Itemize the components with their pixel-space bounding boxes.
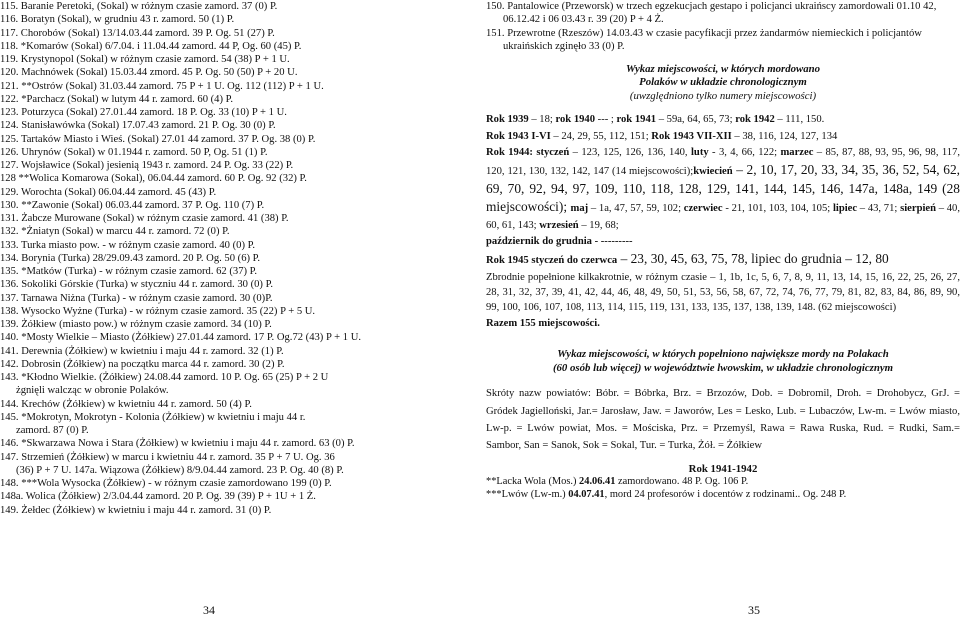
entry-line: 123. Poturzyca (Sokal) 27.01.44 zamord. 18 P. Og. 33 (10) P + 1 U. <box>0 107 287 118</box>
massacre-line: **Lacka Wola (Mos.) 24.06.41 zamordowano. 48 P. Og. 106 P. <box>486 475 749 487</box>
year-1943: Rok 1943 I-VI – 24, 29, 55, 112, 151; Rok 1943 VII-XII – 38, 116, 124, 127, 134 <box>486 130 838 142</box>
entry-line: 116. Boratyn (Sokal), w grudniu 43 r. zamord. 50 (1) P. <box>0 14 235 26</box>
entry-line: 147. Strzemień (Żółkiew) w marcu i kwietniu 44 r. zamord. 35 P + 7 U. Og. 36 <box>0 451 335 463</box>
entry-line: 139. Żółkiew (miasto pow.) w różnym czasie zamord. 34 (10) P. <box>0 319 272 330</box>
entry-line: 125. Tartaków Miasto i Wieś. (Sokal) 27.01 44 zamord. 37 P. Og. 38 (0) P. <box>0 133 316 145</box>
entry-line: 121. **Ostrów (Sokal) 31.03.44 zamord. 75 P + 1 U. Og. 112 (112) P + 1 U. <box>0 80 324 92</box>
total-count: Razem 155 miejscowości. <box>486 317 600 329</box>
entry-line: 145. *Mokrotyn, Mokrotyn - Kolonia (Żółkiew) w kwietniu i maju 44 r. <box>0 411 306 423</box>
chronological-list <box>486 112 960 332</box>
entry-line: 144. Krechów (Żółkiew) w kwietniu 44 r. zamord. 50 (4) P. <box>0 398 252 410</box>
entry-line: 146. *Skwarzawa Nowa i Stara (Żółkiew) w kwietniu i maju 44 r. zamord. 63 (0) P. <box>0 438 355 450</box>
year-1944: Rok 1944: styczeń – 123, 125, 126, 136, 140, luty - 3, 4, 66, 122; marzec – 85, 87, 88, 93, 95, 96, 98, 117, 120, 121, 130, 132, 142, 147 (14 miejscowości);kwiecień – 2, 10, 17, 20, 33, 34, 35, 36, 52, 54, 62, 69, 70, 92, 94, 97, 109, 110, 118, 128, 129, 141, 144, 145, 146, 147a, 148a, 149 (28 miejscowości); maj – 1a, 47, 57, 59, 102; czerwiec - 21, 101, 103, 104, 105; lipiec – 43, 71; sierpień – 40, 60, 61, 143; wrzesień – 19, 68; <box>486 147 960 231</box>
massacre-line: ***Lwów (Lw-m.) 04.07.41, mord 24 profesorów i docentów z rodzinami.. Og. 248 P. <box>486 489 847 501</box>
largest-massacres-title: Wykaz miejscowości, w których popełniono największe mordy na Polakach (60 osób lub więcej) w województwie lwowskim, w układzie chronologicznym <box>552 348 894 374</box>
left-entry-list <box>0 0 472 517</box>
entry-line: 148a. Wolica (Żółkiew) 2/3.04.44 zamord. 20 P. Og. 39 (39) P + 1U + 1 Ż. <box>0 491 316 503</box>
entry-line: 118. *Komarów (Sokal) 6/7.04. i 11.04.44 zamord. 44 P, Og. 60 (45) P. <box>0 40 302 52</box>
entry-line: 136. Sokoliki Górskie (Turka) w styczniu 44 r. zamord. 30 (0) P. <box>0 279 273 291</box>
county-abbreviations: Skróty nazw powiatów: Bóbr. = Bóbrka, Brz. = Brzozów, Dob. = Dobromil, Droh. = Drohobycz, GrJ. = Gródek Jagielloński, Jar.= Jarosław, Jaw. = Jaworów, Les = Lesko, Lub. = Lubaczów, Lw-m. = Lwów miasto, Lw-p. = Lwów powiat, Mos. = Mościska, Prz. = Przemyśl, Rawa = Rawa Ruska, Rud. = Rudki, Sam.= Sambor, San = Sanok, Sok = Sokal, Tur. = Turka, Żół. = Żółkiew <box>486 388 960 452</box>
entry-150: 150. Pantalowice (Przeworsk) w trzech egzekucjach gestapo i policjanci ukraińscy zamordowali 01.10 42, 06.12.42 i 06 03.43 r. 39 (20) P + 4 Ż. <box>486 1 937 26</box>
years-1939-1942: Rok 1939 – 18; rok 1940 --- ; rok 1941 – 59a, 64, 65, 73; rok 1942 – 111, 150. <box>486 114 825 126</box>
year-1945: Rok 1945 styczeń do czerwca – 23, 30, 45, 63, 75, 78, lipiec do grudnia – 12, 80 <box>486 250 889 266</box>
entry-line: 134. Borynia (Turka) 28/29.09.43 zamord. 20 P. Og. 50 (6) P. <box>0 252 261 264</box>
entry-line: 135. *Matków (Turka) - w różnym czasie zamord. 62 (37) P. <box>0 266 258 277</box>
entry-151: 151. Przewrotne (Rzeszów) 14.03.43 w czasie pacyfikacji przez żandarmów niemieckich i policjantów ukraińskich zginęło 33 (0) P. <box>486 27 922 52</box>
entry-line: 129. Worochta (Sokal) 06.04.44 zamord. 45 (43) P. <box>0 186 217 198</box>
page-number: 35 <box>748 603 760 617</box>
entry-line: 124. Stanisławówka (Sokal) 17.07.43 zamord. 21 P. Og. 30 (0) P. <box>0 120 276 132</box>
entry-line: 130. **Zawonie (Sokal) 06.03.44 zamord. 37 P. Og. 110 (7) P. <box>0 199 265 211</box>
entry-line: 126. Uhrynów (Sokal) w 01.1944 r. zamord. 50 P, Og. 51 (1) P. <box>0 146 268 158</box>
entry-line: 141. Derewnia (Żółkiew) w kwietniu i maju 44 r. zamord. 32 (1) P. <box>0 345 284 357</box>
right-top-entries <box>486 0 960 53</box>
chronological-list-title: Wykaz miejscowości, w których mordowano Polaków w układzie chronologicznym (uwzględniono tylko numery miejscowości) <box>625 63 821 102</box>
entry-line: 140. *Mosty Wielkie – Miasto (Żółkiew) 27.01.44 zamord. 17 P. Og.72 (43) P + 1 U. <box>0 332 361 344</box>
repeated-crimes: Zbrodnie popełnione kilkakrotnie, w różnym czasie – 1, 1b, 1c, 5, 6, 7, 8, 9, 11, 13, 14, 15, 16, 22, 25, 26, 27, 28, 31, 32, 37, 39, 41, 42, 44, 46, 48, 49, 50, 51, 53, 56, 58, 67, 72, 74, 76, 77, 79, 81, 82, 83, 84, 86, 89, 90, 99, 100, 106, 107, 108, 113, 114, 115, 119, 131, 133, 135, 137, 138, 139, 148. (62 miejscowości) <box>486 271 960 314</box>
entry-line: 132. *Żniatyn (Sokal) w marcu 44 r. zamord. 72 (0) P. <box>0 226 230 238</box>
entry-line: 138. Wysocko Wyżne (Turka) - w różnym czasie zamord. 35 (22) P + 5 U. <box>0 305 316 317</box>
page-number: 34 <box>203 603 215 617</box>
entry-line: żgnięli walcząc w obronie Polaków. <box>16 385 169 397</box>
left-page <box>0 0 472 624</box>
entry-line: 131. Żabcze Murowane (Sokal) w różnym czasie zamord. 41 (38) P. <box>0 213 289 224</box>
entry-line: 115. Baranie Peretoki, (Sokal) w różnym czasie zamord. 37 (0) P. <box>0 1 278 12</box>
entry-line: 148. ***Wola Wysocka (Żółkiew) - w różnym czasie zamordowano 199 (0) P. <box>0 478 332 489</box>
entry-line: 117. Chorobów (Sokal) 13/14.03.44 zamord. 39 P. Og. 51 (27) P. <box>0 27 275 39</box>
entry-line: (36) P + 7 U. 147a. Wiązowa (Żółkiew) 8/9.04.44 zamord. 23 P. Og. 40 (8) P. <box>16 464 344 476</box>
entry-line: 149. Żełdec (Żółkiew) w kwietniu i maju 44 r. zamord. 31 (0) P. <box>0 504 272 516</box>
entry-line: zamord. 87 (0) P. <box>16 425 89 436</box>
entry-line: 133. Turka miasto pow. - w różnym czasie zamord. 40 (0) P. <box>0 239 255 251</box>
year-heading-1941-1942: Rok 1941-1942 <box>688 462 758 475</box>
right-page <box>486 0 960 624</box>
entry-line: 127. Wojsławice (Sokal) jesienią 1943 r. zamord. 24 P. Og. 33 (22) P. <box>0 160 294 171</box>
entry-line: 122. *Parchacz (Sokal) w lutym 44 r. zamord. 60 (4) P. <box>0 93 234 105</box>
entry-line: 137. Tarnawa Niżna (Turka) - w różnym czasie zamord. 30 (0)P. <box>0 292 273 304</box>
entry-line: 120. Machnówek (Sokal) 15.03.44 zmord. 45 P. Og. 50 (50) P + 20 U. <box>0 67 298 79</box>
entry-line: 119. Krystynopol (Sokal) w różnym czasie zamord. 54 (38) P + 1 U. <box>0 54 290 65</box>
entry-line: 143. *Kłodno Wielkie. (Żółkiew) 24.08.44 zamord. 10 P. Og. 65 (25) P + 2 U <box>0 372 329 383</box>
entry-line: 128 **Wolica Komarowa (Sokal), 06.04.44 zamord. 60 P. Og. 92 (32) P. <box>0 173 307 185</box>
entry-line: 142. Dobrosin (Żółkiew) na początku marca 44 r. zamord. 30 (2) P. <box>0 358 285 370</box>
oct-dec-1944: październik do grudnia - --------- <box>486 236 633 248</box>
